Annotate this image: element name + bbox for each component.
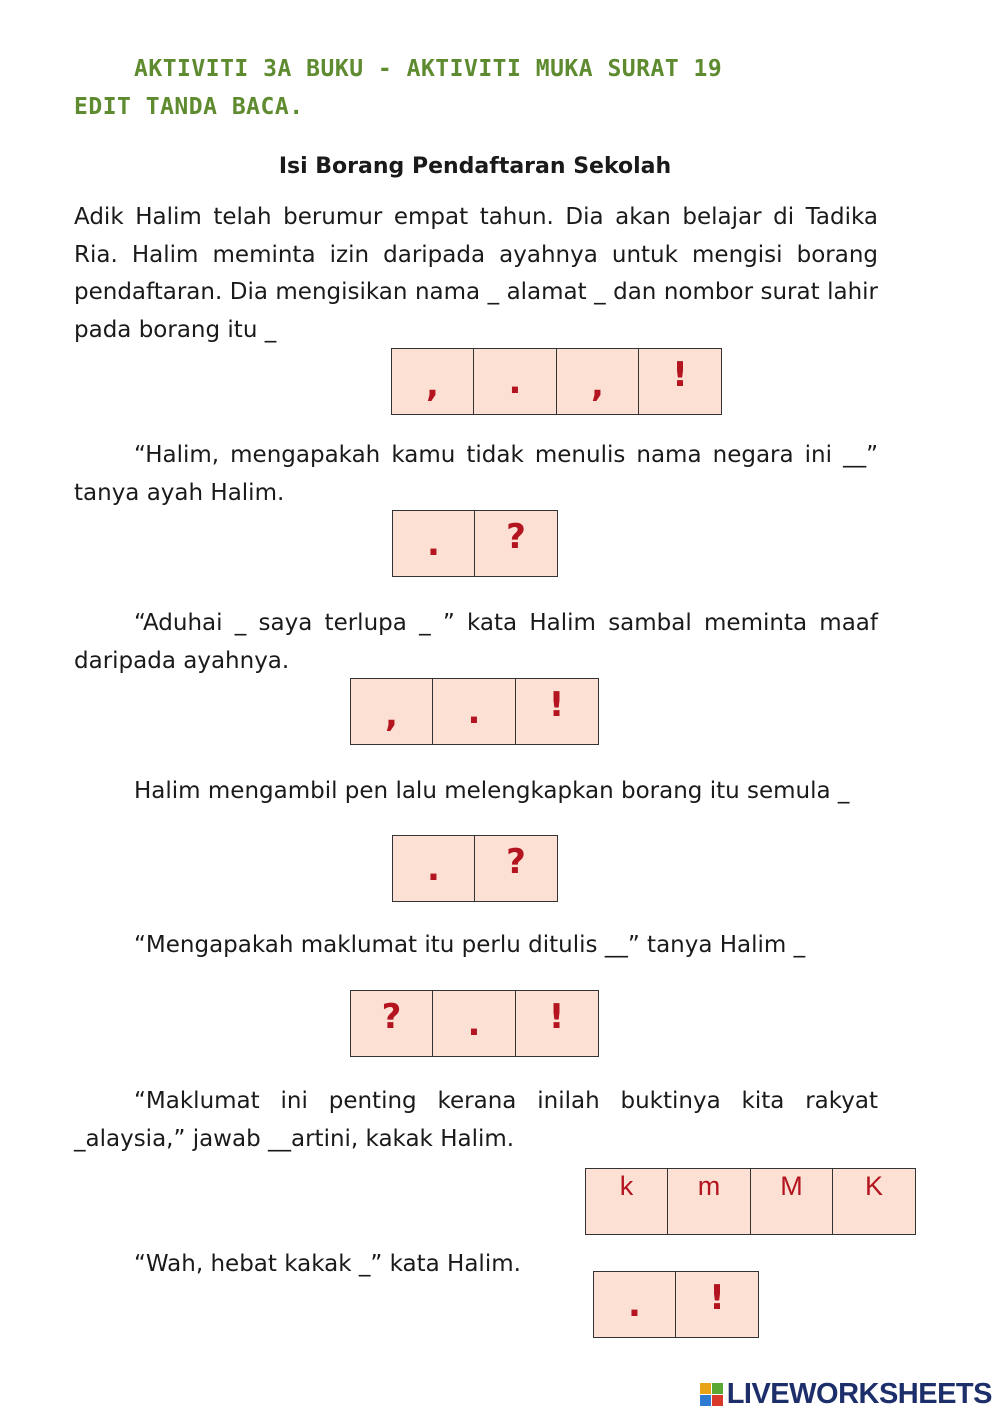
- question-2-text: “Halim, mengapakah kamu tidak menulis nama negara ini __” tanya ayah Halim.: [74, 442, 878, 506]
- question-7-text: “Wah, hebat kakak _” kata Halim.: [134, 1251, 521, 1277]
- option-exclamation[interactable]: !: [638, 348, 722, 415]
- worksheet-title: Isi Borang Pendaftaran Sekolah: [278, 154, 672, 179]
- option-period[interactable]: .: [432, 990, 516, 1057]
- question-5-text: “Mengapakah maklumat itu perlu ditulis __” tanya Halim _: [134, 932, 806, 958]
- option-comma[interactable]: ,: [391, 348, 475, 415]
- question-7-options: [594, 1271, 759, 1338]
- option-exclamation[interactable]: !: [515, 990, 599, 1057]
- question-4-options: [393, 835, 558, 902]
- option-period[interactable]: .: [392, 835, 476, 902]
- option-comma[interactable]: ,: [556, 348, 640, 415]
- option-uppercase-m[interactable]: M: [750, 1168, 834, 1235]
- option-exclamation[interactable]: !: [675, 1271, 759, 1338]
- question-3-options: [351, 678, 599, 745]
- option-lowercase-m[interactable]: m: [667, 1168, 751, 1235]
- question-4-text: Halim mengambil pen lalu melengkapkan borang itu semula _: [134, 778, 850, 804]
- question-2-options: [393, 510, 558, 577]
- option-period[interactable]: .: [593, 1271, 677, 1338]
- option-question-mark[interactable]: ?: [474, 835, 558, 902]
- question-5-options: [351, 990, 599, 1057]
- option-question-mark[interactable]: ?: [350, 990, 434, 1057]
- activity-subheader: EDIT TANDA BACA.: [74, 94, 304, 120]
- question-6-text: “Maklumat ini penting kerana inilah buktinya kita rakyat _alaysia,” jawab __artini, kakak Halim.: [74, 1088, 878, 1152]
- logo-text: LIVEWORKSHEETS: [726, 1378, 992, 1410]
- option-period[interactable]: .: [392, 510, 476, 577]
- question-6-options: [586, 1168, 916, 1235]
- question-3-text: “Aduhai _ saya terlupa _ ” kata Halim sambal meminta maaf daripada ayahnya.: [74, 610, 878, 674]
- option-exclamation[interactable]: !: [515, 678, 599, 745]
- option-period[interactable]: .: [432, 678, 516, 745]
- activity-header: AKTIVITI 3A BUKU - AKTIVITI MUKA SURAT 19: [134, 56, 723, 82]
- option-lowercase-k[interactable]: k: [585, 1168, 669, 1235]
- question-1-options: [392, 348, 722, 415]
- logo-icon: [700, 1383, 723, 1406]
- option-comma[interactable]: ,: [350, 678, 434, 745]
- question-1-text: Adik Halim telah berumur empat tahun. Dia akan belajar di Tadika Ria. Halim meminta izin daripada ayahnya untuk mengisi borang pendaftaran. Dia mengisikan nama _ alamat _ dan nombor surat lahir pada borang itu _: [74, 204, 878, 343]
- option-period[interactable]: .: [473, 348, 557, 415]
- option-uppercase-k[interactable]: K: [832, 1168, 916, 1235]
- option-question-mark[interactable]: ?: [474, 510, 558, 577]
- liveworksheets-logo: [700, 1378, 992, 1411]
